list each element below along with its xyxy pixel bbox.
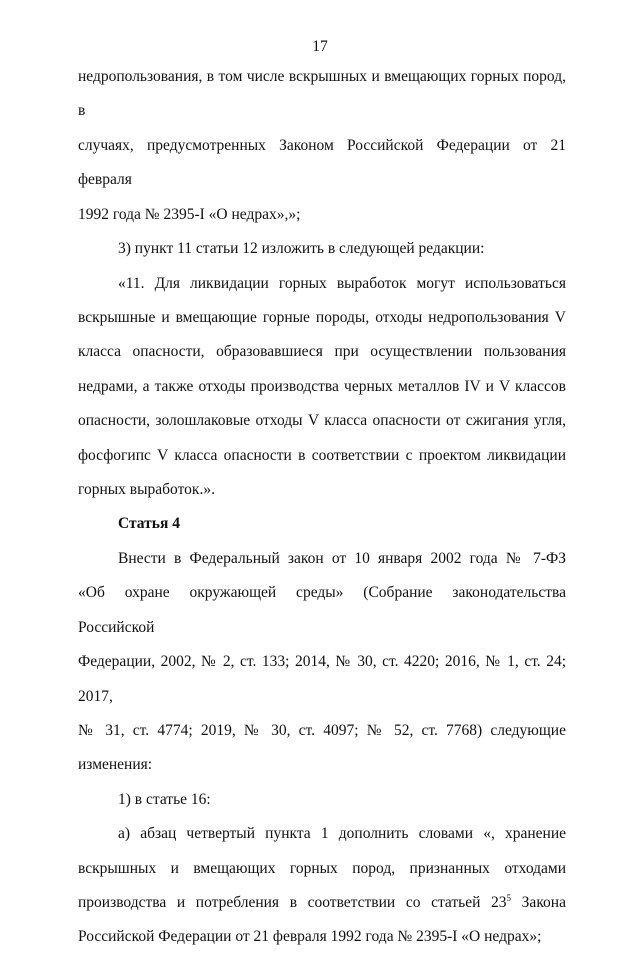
- text-line: Федерации, 2002, № 2, ст. 133; 2014, № 30, ст. 4220; 2016, № 1, ст. 24; 2017,: [78, 653, 566, 705]
- superscript: 5: [506, 892, 512, 903]
- text-line: а) абзац четвертый пункта 1 дополнить словами «, хранение: [118, 825, 566, 843]
- text-line: вскрышные и вмещающие горные породы, отходы недропользования V: [78, 309, 566, 327]
- article-heading: [78, 507, 566, 541]
- text-fragment: производства и потребления в соответствии со статьей 23: [78, 893, 507, 911]
- paragraph-item-3: [78, 232, 566, 266]
- text-line-with-superscript: [78, 886, 566, 920]
- text-line: фосфогипс V класса опасности в соответствии с проектом ликвидации: [78, 446, 566, 464]
- text-line: 3) пункт 11 статьи 12 изложить в следующей редакции:: [118, 240, 485, 258]
- text-fragment: Закона: [511, 893, 566, 911]
- text-line: «Об охране окружающей среды» (Собрание законодательства Российской: [78, 584, 566, 636]
- paragraph-item-1: [78, 783, 566, 817]
- text-line: класса опасности, образовавшиеся при осуществлении пользования: [78, 343, 566, 361]
- paragraph-amendment: [78, 542, 566, 783]
- text-line: горных выработок.».: [78, 481, 215, 499]
- text-line: Российской Федерации от 21 февраля 1992 года № 2395-I «О недрах»;: [78, 928, 542, 946]
- page-number: 17: [312, 38, 328, 55]
- text-line: «11. Для ликвидации горных выработок могут использоваться: [118, 274, 566, 292]
- text-line: 1992 года № 2395-I «О недрах»,»;: [78, 205, 301, 223]
- article-title: Статья 4: [118, 515, 180, 533]
- paragraph-quote-11: [78, 267, 566, 508]
- text-line: Внести в Федеральный закон от 10 января 2002 года № 7-ФЗ: [118, 549, 566, 567]
- text-line: случаях, предусмотренных Законом Российской Федерации от 21 февраля: [78, 136, 566, 189]
- text-line: вскрышных и вмещающих горных пород, признанных отходами: [78, 859, 566, 877]
- text-line: недропользования, в том числе вскрышных и вмещающих горных пород, в: [78, 68, 566, 120]
- document-body: [78, 60, 566, 955]
- paragraph-subitem-a: [78, 817, 566, 955]
- text-line: 1) в статье 16:: [118, 790, 211, 808]
- text-line: опасности, золошлаковые отходы V класса опасности от сжигания угля,: [78, 412, 566, 430]
- text-line: № 31, ст. 4774; 2019, № 30, ст. 4097; № 52, ст. 7768) следующие изменения:: [78, 721, 566, 774]
- paragraph-continuation: [78, 60, 566, 232]
- text-line: недрами, а также отходы производства черных металлов IV и V классов: [78, 377, 566, 395]
